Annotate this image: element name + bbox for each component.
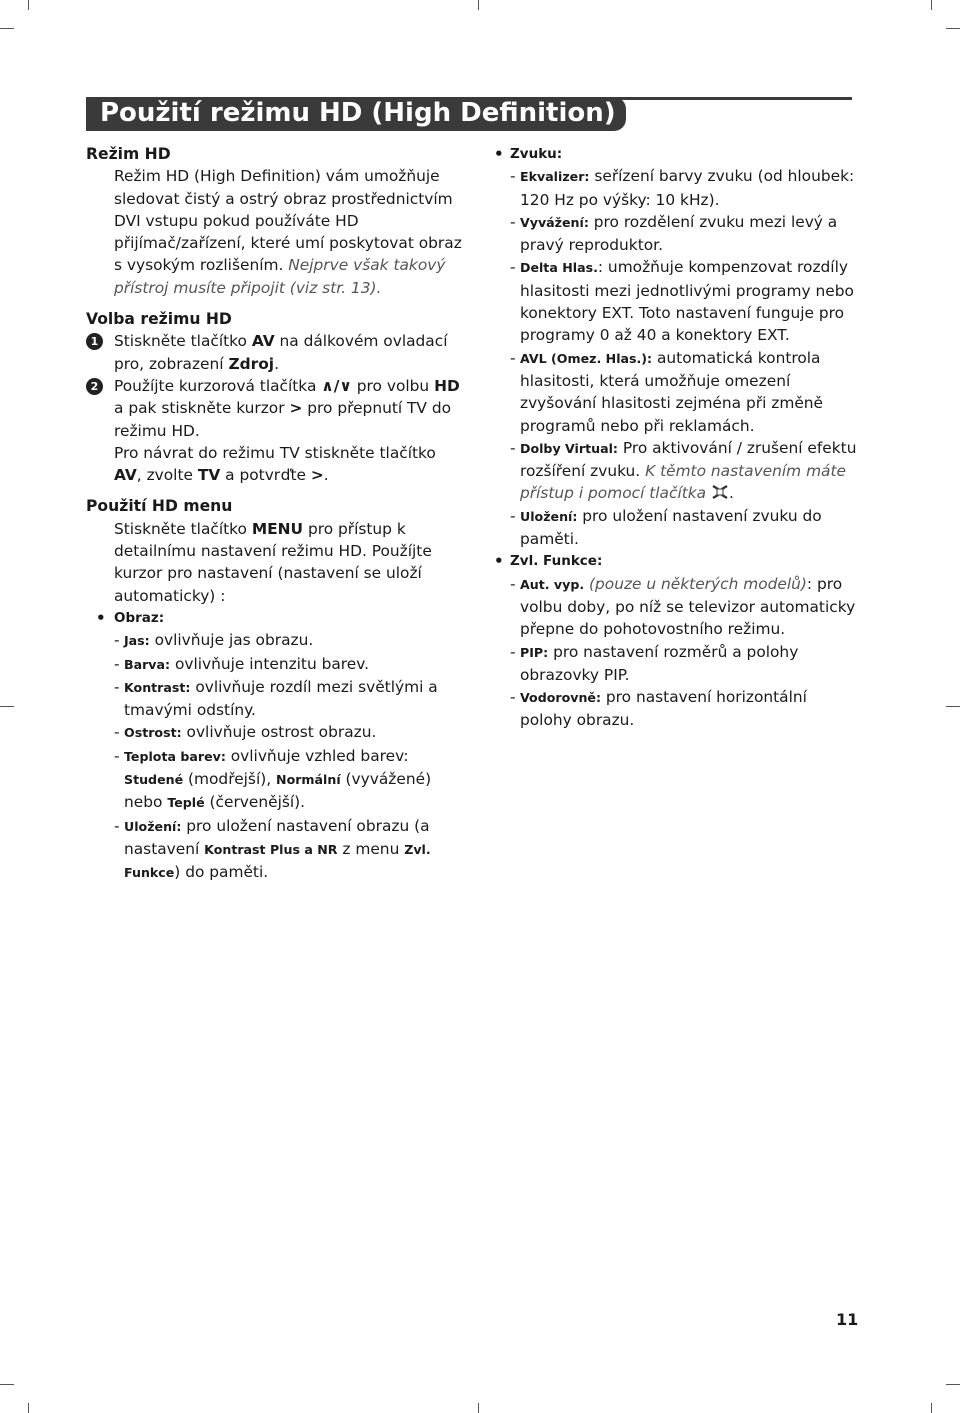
text: pro přístup k detailnímu nastavení režimu HD. Použíjte kurzor pro nastavení (nastavení se uloží automaticky) : (114, 519, 432, 605)
label: Kontrast: (124, 679, 191, 695)
step-2 (86, 375, 466, 442)
text: pro nastavení rozměrů a polohy obrazovky PIP. (520, 642, 799, 684)
text: . (729, 484, 734, 503)
list-item-brightness: - Jas: ovlivňuje jas obrazu. (114, 631, 314, 650)
intro-text: Režim HD (High Definition) vám umožňuje sledovat čistý a ostrý obraz prostřednictvím DVI vstupu pokud používáte HD přijímač/zařízení, které umí poskytovat obraz s vysokým rozlišením. (114, 167, 462, 275)
menu-paragraph (86, 518, 466, 607)
crop-mark (28, 0, 29, 10)
right-arrow-icon: > (310, 466, 324, 485)
list-item-store-picture: - Uložení: pro uložení nastavení obrazu (a nastavení Kontrast Plus a NR z menu Zvl. Funkce) do paměti. (114, 816, 431, 882)
intro-paragraph (86, 165, 466, 299)
heading-hd-mode: Režim HD (86, 145, 171, 163)
text: ovlivňuje rozdíl mezi světlými a tmavými odstíny. (124, 677, 438, 720)
intro-note: Nejprve však takový přístroj musíte připojit (viz str. 13). (114, 256, 446, 297)
crop-mark (946, 1384, 960, 1385)
label: Jas: (124, 633, 150, 649)
text: : umožňuje kompenzovat rozdíly hlasitosti mezi jednotlivými programy nebo konektory EXT. Toto nastavení funguje pro programy 0 až 40 a konektory EXT. (520, 258, 854, 345)
crop-mark (28, 1403, 29, 1413)
right-column (494, 143, 860, 732)
crop-mark (931, 0, 932, 10)
text: na dálkovém ovladací pro, zobrazení (114, 332, 448, 373)
text: (červenější). (204, 793, 306, 812)
text: Stiskněte tlačítko (114, 332, 252, 351)
term-contrast-plus: Kontrast Plus (204, 841, 300, 857)
heading-hd-menu: Použití HD menu (86, 497, 233, 516)
step-2-return (86, 442, 466, 487)
list-item-delta-volume: - Delta Hlas.: umožňuje kompenzovat rozdíly hlasitosti mezi jednotlivými programy nebo konektory EXT. Toto nastavení funguje pro programy 0 až 40 a konektory EXT. (510, 258, 854, 345)
crop-mark (0, 28, 14, 29)
note: (pouze u některých modelů) (584, 574, 807, 593)
text: ovlivňuje vzhled barev: (225, 746, 409, 765)
bullet-picture: • Obraz: (86, 607, 466, 629)
heading-select-hd: Volba režimu HD (86, 310, 232, 329)
page-title: Použití režimu HD (High Definition) (100, 98, 616, 128)
label: Uložení: (124, 818, 182, 834)
term-nr: a NR (299, 841, 338, 857)
label: Vyvážení: (520, 214, 589, 230)
key-tv: TV (197, 466, 221, 485)
text: Použíjte kurzorová tlačítka (114, 376, 322, 395)
text: (vyvážené) nebo (124, 770, 432, 812)
crop-mark (478, 1403, 479, 1413)
label: PIP: (520, 644, 549, 660)
option-cold: Studené (124, 772, 184, 788)
key-av: AV (114, 466, 137, 485)
key-menu: MENU (251, 519, 304, 538)
text: . (274, 354, 279, 373)
note: K těmto nastavením máte přístup i pomocí tlačítka (520, 462, 846, 503)
label: AVL (Omez. Hlas.): (520, 350, 653, 366)
surround-sound-icon (711, 484, 729, 500)
option-warm: Teplé (167, 795, 205, 811)
bullet-features: • Zvl. Funkce: (494, 550, 860, 572)
label: Ekvalizer: (520, 169, 590, 185)
option-normal: Normální (276, 772, 341, 788)
step-1 (86, 330, 466, 375)
text: (modřejší), (183, 770, 277, 789)
text: pro uložení nastavení obrazu (a nastavení (124, 816, 430, 858)
label: Aut. vyp. (520, 576, 585, 592)
list-item-equalizer: - Ekvalizer: seřízení barvy zvuku (od hloubek: 120 Hz po výšky: 10 kHz). (510, 167, 855, 209)
step-number-2: 2 (86, 378, 103, 395)
text: Pro návrat do režimu TV stiskněte tlačítko (114, 443, 436, 462)
crop-mark (0, 1384, 14, 1385)
label: Delta Hlas. (520, 260, 598, 276)
label: Vodorovně: (520, 690, 601, 706)
text: ) do paměti. (174, 863, 269, 882)
text: . (323, 466, 329, 485)
term-features: Zvl. Funkce (124, 841, 431, 881)
text: seřízení barvy zvuku (od hloubek: 120 Hz po výšky: 10 kHz). (520, 167, 855, 209)
left-column (86, 143, 466, 885)
list-item-balance: - Vyvážení: pro rozdělení zvuku mezi levý a pravý reproduktor. (510, 212, 838, 255)
key-hd: HD (434, 376, 460, 395)
list-item-dolby-virtual: - Dolby Virtual: Pro aktivování / zrušení efektu rozšíření zvuku. K těmto nastavením máte přístup i pomocí tlačítka . (510, 438, 857, 503)
label: Dolby Virtual: (520, 440, 618, 456)
key-av: AV (251, 332, 275, 351)
label: Teplota barev: (124, 748, 226, 764)
text: , zvolte (136, 466, 198, 485)
text: pro volbu (351, 376, 435, 395)
label: Uložení: (520, 508, 578, 524)
text: ovlivňuje ostrost obrazu. (181, 723, 377, 742)
list-item-store-sound: - Uložení: pro uložení nastavení zvuku do paměti. (510, 506, 822, 549)
up-down-arrows-icon: ∧/∨ (321, 376, 352, 395)
text: a potvrďte (220, 466, 311, 485)
text: z menu (337, 839, 405, 858)
text: automatická kontrola hlasitosti, která umožňuje omezení zvyšování hlasitosti zejména při změně programů nebo při reklamách. (520, 348, 824, 435)
key-source: Zdroj (228, 354, 275, 373)
text: pro přepnutí TV do režimu HD. (114, 399, 452, 440)
right-arrow-icon: > (289, 399, 303, 418)
list-item-sleep-timer: - Aut. vyp. (pouze u některých modelů): pro volbu doby, po níž se televizor automaticky přepne do pohotovostního režimu. (510, 574, 856, 639)
text: ovlivňuje jas obrazu. (149, 631, 314, 650)
crop-mark (946, 706, 960, 707)
crop-mark (946, 28, 960, 29)
list-item-color: - Barva: ovlivňuje intenzitu barev. (114, 654, 370, 673)
list-item-contrast: - Kontrast: ovlivňuje rozdíl mezi světlými a tmavými odstíny. (114, 677, 438, 720)
step-number-1: 1 (86, 333, 103, 350)
text: pro nastavení horizontální polohy obrazu. (520, 688, 807, 730)
text: Pro aktivování / zrušení efektu rozšíření zvuku. (520, 438, 857, 481)
list-item-avl: - AVL (Omez. Hlas.): automatická kontrola hlasitosti, která umožňuje omezení zvyšování hlasitosti zejména při změně programů nebo při reklamách. (510, 348, 824, 435)
text: : pro volbu doby, po níž se televizor automaticky přepne do pohotovostního režimu. (520, 574, 856, 639)
list-item-horizontal: - Vodorovně: pro nastavení horizontální polohy obrazu. (510, 688, 807, 730)
text: ovlivňuje intenzitu barev. (170, 654, 370, 673)
page-number: 11 (836, 1310, 859, 1329)
crop-mark (0, 706, 14, 707)
crop-mark (478, 0, 479, 10)
list-item-pip: - PIP: pro nastavení rozměrů a polohy obrazovky PIP. (510, 642, 799, 684)
text: Stiskněte tlačítko (114, 519, 252, 538)
list-item-sharpness: - Ostrost: ovlivňuje ostrost obrazu. (114, 723, 377, 742)
text: pro uložení nastavení zvuku do paměti. (520, 506, 822, 549)
crop-mark (931, 1403, 932, 1413)
bullet-sound: • Zvuku: (494, 143, 860, 165)
list-item-color-temperature: - Teplota barev: ovlivňuje vzhled barev: Studené (modřejší), Normální (vyvážené) nebo Teplé (červenější). (114, 746, 432, 812)
text: pro rozdělení zvuku mezi levý a pravý reproduktor. (520, 212, 838, 255)
label: Ostrost: (124, 725, 182, 741)
text: a pak stiskněte kurzor (114, 399, 290, 418)
label: Barva: (124, 656, 171, 672)
